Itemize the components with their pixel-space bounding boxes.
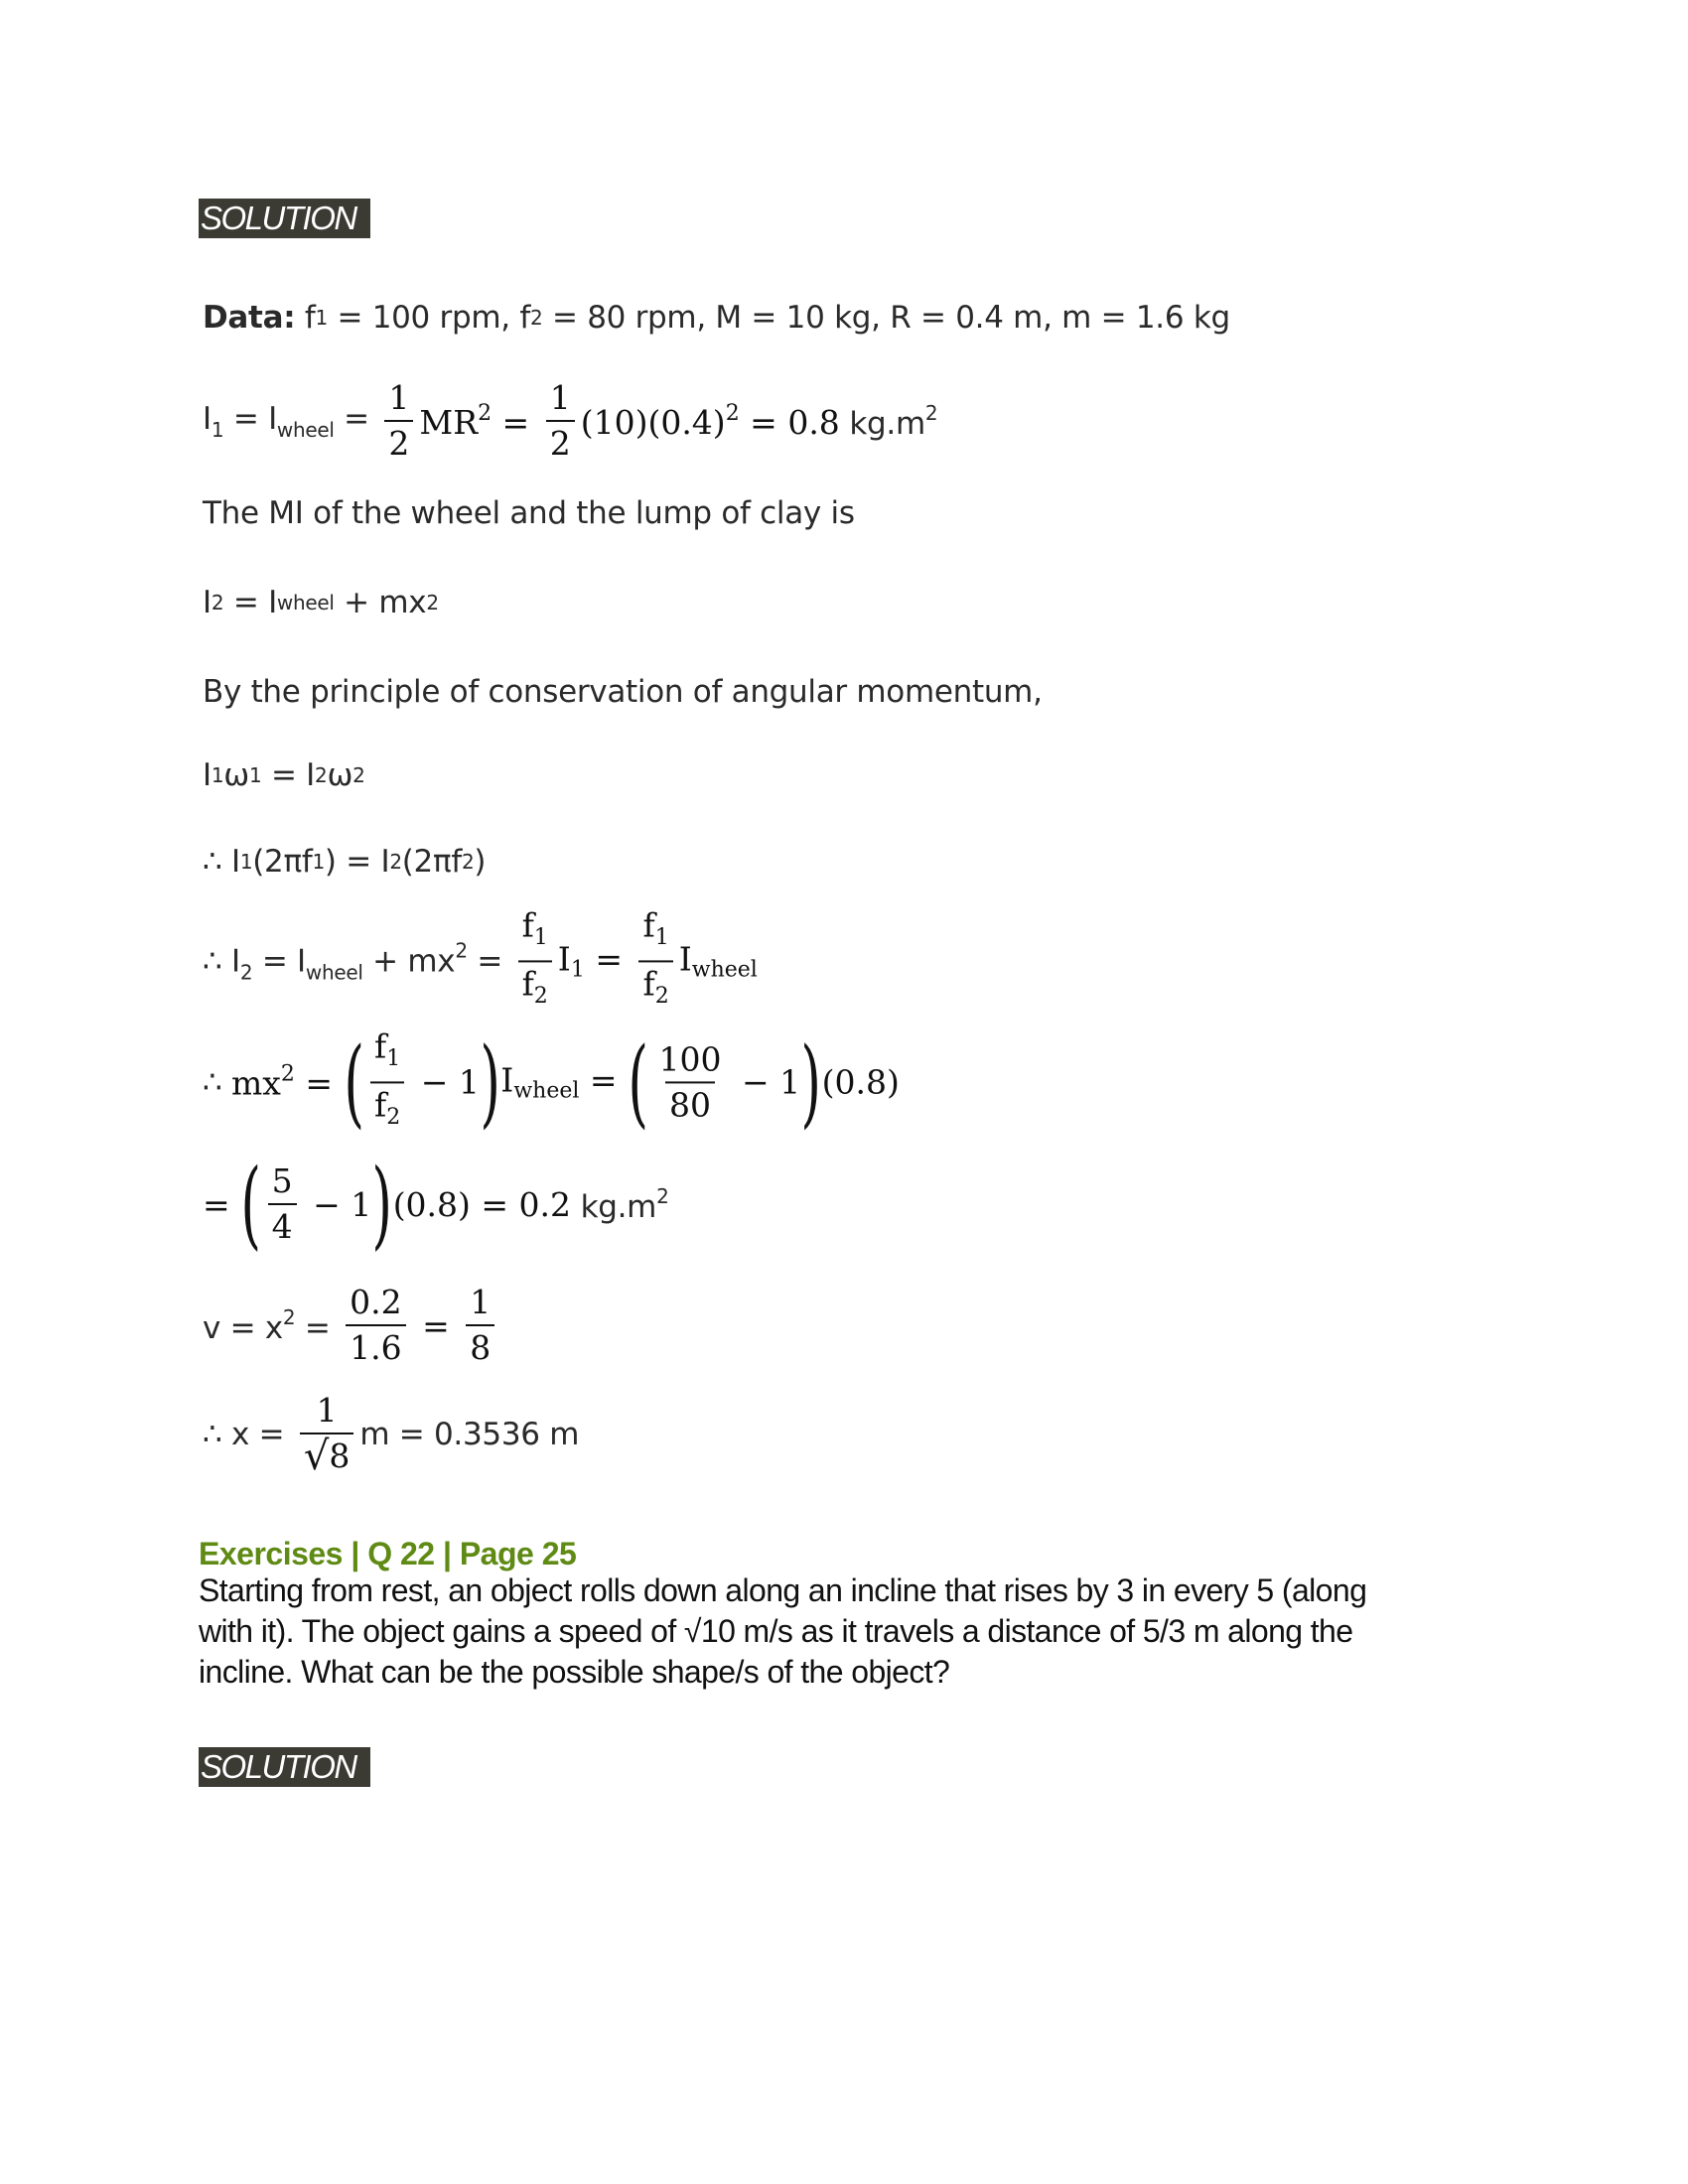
equation-mx2: ∴ $mx^2$ = ( $\frac{f_1}{f_2}$ − 1 ) $I_{wheel}$ = ( $\frac{100}{80}$ − 1 ) (0.8) <box>203 1026 900 1138</box>
right-paren: ) <box>480 1026 500 1138</box>
equation-x-squared: $v = x^2$ = $\frac{0.2}{1.6}$ = $\frac{1}{8}$ <box>203 1283 500 1368</box>
data-label: Data: <box>203 300 296 336</box>
fraction: $\frac{100}{80}$ <box>658 1039 722 1124</box>
fraction: 1 √ 8 <box>300 1391 354 1478</box>
fraction: $\frac{1}{2}$ <box>384 378 413 464</box>
solution-label: SOLUTION <box>199 199 370 238</box>
right-paren: ) <box>800 1026 822 1138</box>
solution-label: SOLUTION <box>199 1747 370 1787</box>
fraction: $\frac{5}{4}$ <box>268 1161 297 1247</box>
left-paren: ( <box>628 1026 649 1138</box>
fraction: $\frac{f_1}{f_2}$ <box>370 1026 404 1137</box>
left-paren: ( <box>343 1026 364 1138</box>
fraction: $\frac{1}{2}$ <box>546 378 575 464</box>
equation-I2: I 2 = I wheel + mx 2 <box>203 585 439 620</box>
data-line: Data: f 1 = 100 rpm, f 2 = 80 rpm, M = 10 kg, R = 0.4 m, m = 1.6 kg <box>203 300 1230 336</box>
equation-result-mx2: = ( $\frac{5}{4}$ − 1 ) (0.8) = 0.2 $kg.m^2$ <box>203 1149 669 1260</box>
equation-angular-momentum: I 1 ω 1 = I 2 ω 2 <box>203 757 365 793</box>
question-line: with it). The object gains a speed of √10 m/s as it travels a distance of 5/3 m along the <box>199 1613 1353 1649</box>
square-root-icon: √ 8 <box>303 1433 351 1479</box>
exercise-header: Exercises | Q 22 | Page 25 <box>199 1536 577 1571</box>
fraction: $\frac{1}{8}$ <box>466 1283 494 1368</box>
right-paren: ) <box>371 1149 393 1260</box>
conservation-statement: By the principle of conservation of angular momentum, <box>203 674 1043 710</box>
equation-x-value: ∴ x = 1 √ 8 m = 0.3536 m <box>203 1391 580 1479</box>
question-text <box>199 1570 1489 1693</box>
question-line: incline. What can be the possible shape/s of the object? <box>199 1654 950 1690</box>
fraction: $\frac{f_1}{f_2}$ <box>518 905 552 1016</box>
left-paren: ( <box>240 1149 262 1260</box>
question-line: Starting from rest, an object rolls down along an incline that rises by 3 in every 5 (along <box>199 1572 1367 1608</box>
fraction: $\frac{0.2}{1.6}$ <box>346 1283 405 1368</box>
equation-2pi-frequency: ∴ I 1 (2πf 1 ) = I 2 (2πf 2 ) <box>203 844 487 880</box>
fraction: $\frac{f_1}{f_2}$ <box>638 905 672 1016</box>
equation-moment-of-inertia-wheel: $I_1 = I_{wheel}$ = $\frac{1}{2}$ $MR^2$ = $\frac{1}{2}$ $(10)(0.4)^2 = 0.8$ $kg.m^2$ <box>203 378 938 463</box>
mi-statement: The MI of the wheel and the lump of clay is <box>203 495 855 531</box>
equation-ratio: ∴ $I_2 = I_{wheel} + mx^2$ = $\frac{f_1}{f_2}$ $I_1$ = $\frac{f_1}{f_2}$ $I_{wheel}$ <box>203 905 758 1016</box>
